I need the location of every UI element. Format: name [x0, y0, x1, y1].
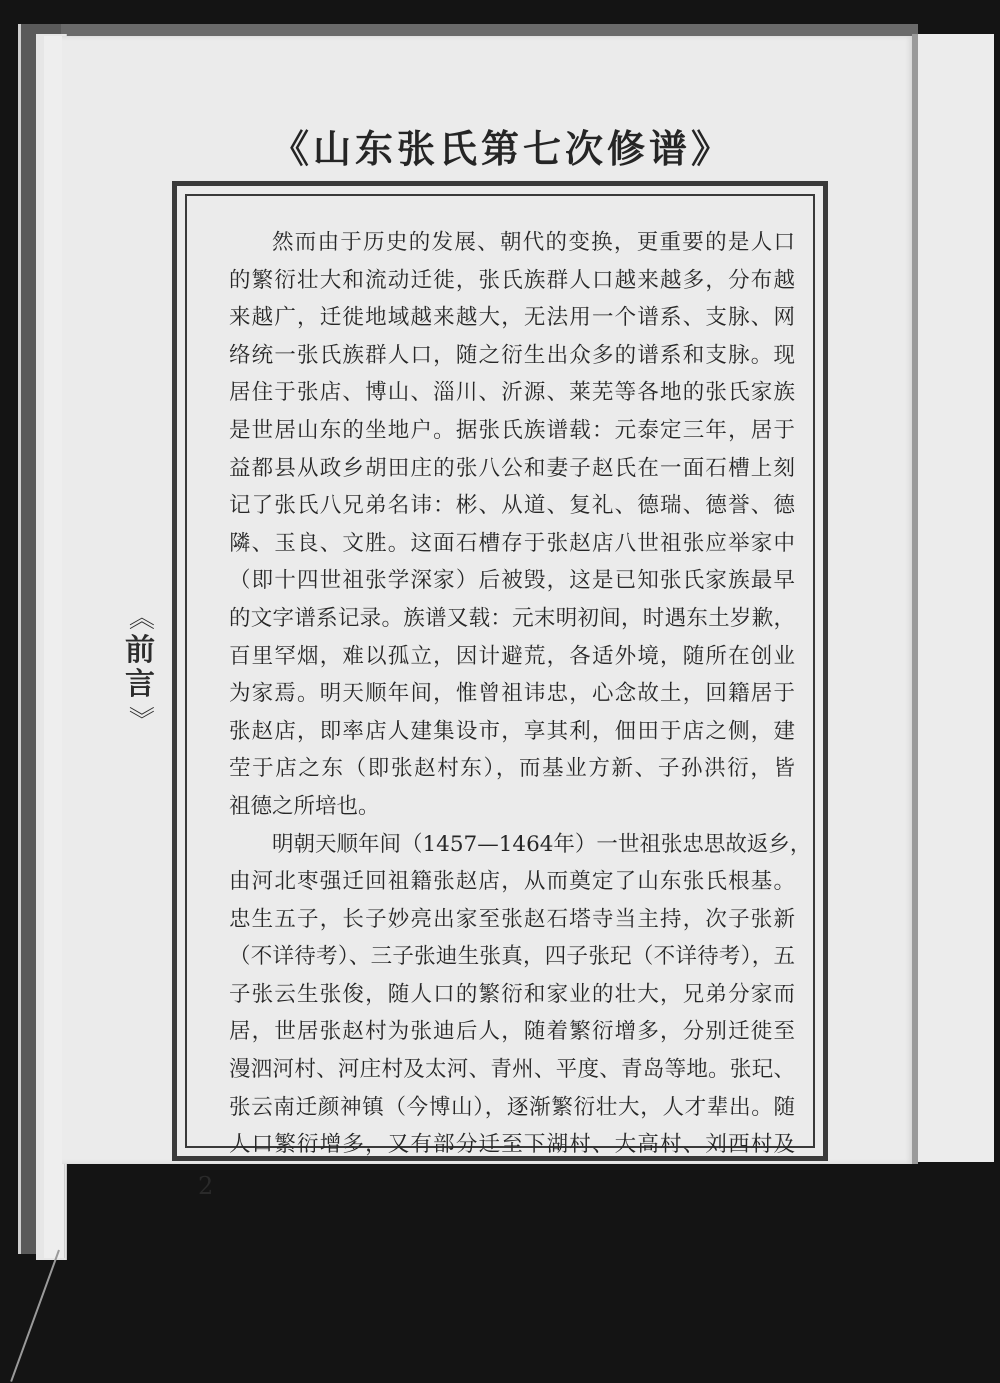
text-line: 茔于店之东（即张赵村东），而基业方新、子孙洪衍，皆	[229, 756, 795, 782]
section-label-preface	[110, 600, 170, 740]
text-line: 明朝天顺年间（1457—1464年）一世祖张忠思故返乡，	[272, 831, 812, 857]
text-line: 张赵店，即率店人建集设市，享其利，佃田于店之侧，建	[229, 718, 795, 744]
text-line: 的繁衍壮大和流动迁徙，张氏族群人口越来越多，分布越	[229, 267, 795, 293]
text-line: 的文字谱系记录。族谱又载：元末明初间，时遇东土岁歉，	[229, 605, 795, 631]
text-frame-outer	[172, 181, 828, 1161]
text-line: 然而由于历史的发展、朝代的变换，更重要的是人口	[272, 230, 795, 255]
text-line: 益都县从政乡胡田庄的张八公和妻子赵氏在一面石槽上刻	[229, 455, 795, 481]
text-line: 百里罕烟，难以孤立，因计避荒，各适外境，随所在创业	[229, 643, 795, 669]
text-line: 人口繁衍增多，又有部分迁至下湖村、大高村、刘西村及	[229, 1132, 795, 1158]
text-line: 络统一张氏族群人口，随之衍生出众多的谱系和支脉。现	[229, 342, 795, 368]
text-line: 隣、玉良、文胜。这面石槽存于张赵店八世祖张应举家中	[229, 530, 795, 556]
bookmark-ribbon	[10, 1250, 60, 1382]
text-line: 居，世居张赵村为张迪后人，随着繁衍增多，分别迁徙至	[229, 1019, 795, 1045]
facing-page	[918, 34, 994, 1162]
text-line: 漫泗河村、河庄村及太河、青州、平度、青岛等地。张玘、	[229, 1057, 795, 1083]
text-line: 祖德之所培也。	[229, 793, 380, 819]
section-char-1: 前	[125, 633, 155, 668]
text-line: 记了张氏八兄弟名讳：彬、从道、复礼、德瑞、德誉、德	[229, 493, 795, 519]
text-line: 张云南迁颜神镇（今博山），逐渐繁衍壮大，人才辈出。随	[229, 1094, 795, 1120]
body-text	[229, 224, 812, 1164]
section-open-bracket: 《	[125, 603, 155, 630]
text-frame-inner	[185, 194, 815, 1158]
text-line: （不详待考）、三子张迪生张真，四子张玘（不详待考），五	[229, 944, 795, 970]
section-char-2: 言	[125, 667, 155, 702]
text-line: 是世居山东的坐地户。据张氏族谱载：元泰定三年，居于	[229, 417, 795, 443]
text-line: 由河北枣强迁回祖籍张赵店，从而奠定了山东张氏根基。	[229, 869, 795, 895]
page-number: 2	[198, 1172, 214, 1200]
page-title: 《山东张氏第七次修谱》	[270, 126, 733, 171]
text-line: 来越广，迁徙地域越来越大，无法用一个谱系、支脉、网	[229, 305, 795, 331]
section-close-bracket: 》	[125, 705, 155, 732]
text-line: 子张云生张俊，随人口的繁衍和家业的壮大，兄弟分家而	[229, 981, 795, 1007]
text-line: （即十四世祖张学深家）后被毁，这是已知张氏家族最早	[229, 568, 795, 594]
text-line: 忠生五子，长子妙亮出家至张赵石塔寺当主持，次子张新	[229, 906, 795, 932]
text-line: 居住于张店、博山、淄川、沂源、莱芜等各地的张氏家族	[229, 380, 795, 406]
text-line: 为家焉。明天顺年间，惟曾祖讳忠，心念故土，回籍居于	[229, 681, 795, 707]
